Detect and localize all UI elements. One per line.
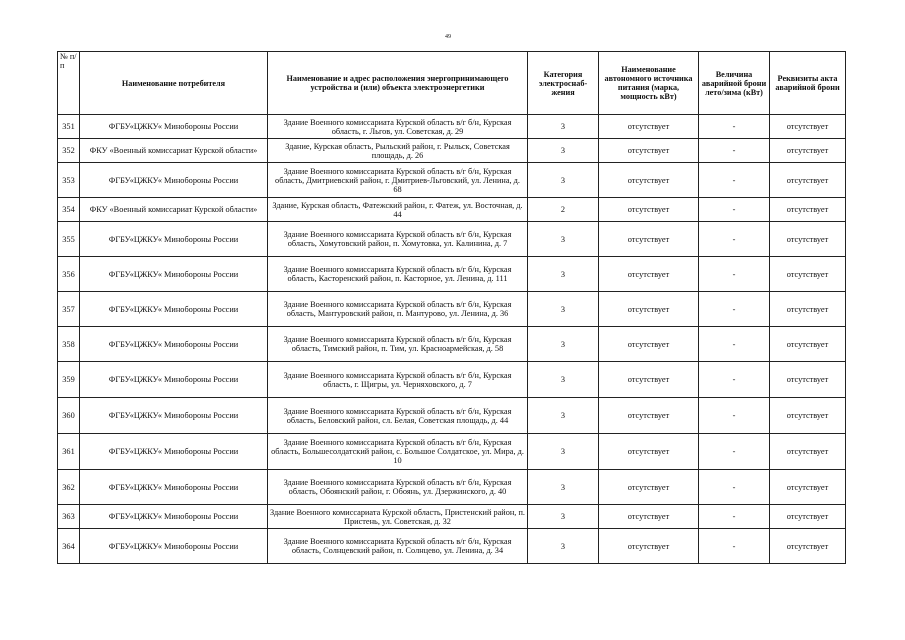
table-row	[58, 257, 846, 292]
act-requisites: отсутствует	[770, 398, 846, 434]
header-source: Наименование автономного источника питания (марка, мощность кВт)	[599, 52, 699, 115]
object-address: Здание, Курская область, Рыльский район, г. Рыльск, Советская площадь, д. 26	[268, 139, 528, 163]
supply-category: 3	[528, 163, 599, 198]
supply-category: 3	[528, 529, 599, 564]
supply-category: 3	[528, 434, 599, 470]
autonomous-source: отсутствует	[599, 292, 699, 327]
consumer-name: ФГБУ«ЦЖКУ« Минобороны России	[80, 115, 268, 139]
consumer-name: ФГБУ«ЦЖКУ« Минобороны России	[80, 292, 268, 327]
supply-category: 3	[528, 398, 599, 434]
supply-category: 3	[528, 470, 599, 505]
object-address: Здание Военного комиссариата Курской область в/г б/н, Курская область, Касторенский район, п. Касторное, ул. Ленина, д. 111	[268, 257, 528, 292]
object-address: Здание Военного комиссариата Курской область, Пристенский район, п. Пристень, ул. Советская, д. 32	[268, 505, 528, 529]
reserve-value: -	[699, 163, 770, 198]
object-address: Здание, Курская область, Фатежский район, г. Фатеж, ул. Восточная, д. 44	[268, 198, 528, 222]
table-row	[58, 434, 846, 470]
autonomous-source: отсутствует	[599, 470, 699, 505]
object-address: Здание Военного комиссариата Курской область в/г б/н, Курская область, г. Льгов, ул. Советская, д. 29	[268, 115, 528, 139]
act-requisites: отсутствует	[770, 529, 846, 564]
emergency-reserve-table	[57, 51, 846, 564]
row-number: 363	[58, 505, 80, 529]
act-requisites: отсутствует	[770, 198, 846, 222]
object-address: Здание Военного комиссариата Курской область в/г б/н, Курская область, Хомутовский район, п. Хомутовка, ул. Калинина, д. 7	[268, 222, 528, 257]
consumer-name: ФГБУ«ЦЖКУ« Минобороны России	[80, 163, 268, 198]
row-number: 358	[58, 327, 80, 362]
table-row	[58, 163, 846, 198]
reserve-value: -	[699, 529, 770, 564]
supply-category: 3	[528, 257, 599, 292]
row-number: 352	[58, 139, 80, 163]
row-number: 353	[58, 163, 80, 198]
table-row	[58, 470, 846, 505]
page-number: 49	[445, 34, 451, 40]
act-requisites: отсутствует	[770, 163, 846, 198]
object-address: Здание Военного комиссариата Курской область в/г б/н, Курская область, г. Щигры, ул. Черняховского, д. 7	[268, 362, 528, 398]
row-number: 356	[58, 257, 80, 292]
table-header-row	[58, 52, 846, 115]
row-number: 361	[58, 434, 80, 470]
header-address: Наименование и адрес расположения энергопринимающего устройства и (или) объекта электроэнергетики	[268, 52, 528, 115]
act-requisites: отсутствует	[770, 362, 846, 398]
reserve-value: -	[699, 222, 770, 257]
table-row	[58, 505, 846, 529]
table-row	[58, 529, 846, 564]
reserve-value: -	[699, 327, 770, 362]
reserve-value: -	[699, 505, 770, 529]
reserve-value: -	[699, 398, 770, 434]
autonomous-source: отсутствует	[599, 398, 699, 434]
header-reserve: Величина аварийной брони лето/зима (кВт)	[699, 52, 770, 115]
reserve-value: -	[699, 198, 770, 222]
autonomous-source: отсутствует	[599, 115, 699, 139]
consumer-name: ФГБУ«ЦЖКУ« Минобороны России	[80, 398, 268, 434]
act-requisites: отсутствует	[770, 257, 846, 292]
act-requisites: отсутствует	[770, 222, 846, 257]
row-number: 357	[58, 292, 80, 327]
reserve-value: -	[699, 115, 770, 139]
autonomous-source: отсутствует	[599, 222, 699, 257]
object-address: Здание Военного комиссариата Курской область в/г б/н, Курская область, Большесолдатский район, с. Большое Солдатское, ул. Мира, д. 10	[268, 434, 528, 470]
autonomous-source: отсутствует	[599, 163, 699, 198]
consumer-name: ФКУ «Военный комиссариат Курской области»	[80, 139, 268, 163]
consumer-name: ФГБУ«ЦЖКУ« Минобороны России	[80, 362, 268, 398]
consumer-name: ФГБУ«ЦЖКУ« Минобороны России	[80, 327, 268, 362]
autonomous-source: отсутствует	[599, 505, 699, 529]
consumer-name: ФГБУ«ЦЖКУ« Минобороны России	[80, 222, 268, 257]
row-number: 359	[58, 362, 80, 398]
act-requisites: отсутствует	[770, 434, 846, 470]
reserve-value: -	[699, 257, 770, 292]
reserve-value: -	[699, 470, 770, 505]
row-number: 364	[58, 529, 80, 564]
row-number: 351	[58, 115, 80, 139]
supply-category: 2	[528, 198, 599, 222]
reserve-value: -	[699, 434, 770, 470]
object-address: Здание Военного комиссариата Курской область в/г б/н, Курская область, Беловский район, сл. Белая, Советская площадь, д. 44	[268, 398, 528, 434]
supply-category: 3	[528, 115, 599, 139]
object-address: Здание Военного комиссариата Курской область в/г б/н, Курская область, Тимский район, п. Тим, ул. Красноармейская, д. 58	[268, 327, 528, 362]
table-row	[58, 198, 846, 222]
table-row	[58, 327, 846, 362]
object-address: Здание Военного комиссариата Курской область в/г б/н, Курская область, Солнцевский район, п. Солнцево, ул. Ленина, д. 34	[268, 529, 528, 564]
row-number: 360	[58, 398, 80, 434]
consumer-name: ФГБУ«ЦЖКУ« Минобороны России	[80, 529, 268, 564]
table-row	[58, 362, 846, 398]
reserve-value: -	[699, 292, 770, 327]
consumer-name: ФГБУ«ЦЖКУ« Минобороны России	[80, 434, 268, 470]
act-requisites: отсутствует	[770, 139, 846, 163]
table-row	[58, 398, 846, 434]
table-row	[58, 115, 846, 139]
autonomous-source: отсутствует	[599, 327, 699, 362]
autonomous-source: отсутствует	[599, 529, 699, 564]
autonomous-source: отсутствует	[599, 198, 699, 222]
table-row	[58, 292, 846, 327]
header-category: Категория электроснаб-жения	[528, 52, 599, 115]
supply-category: 3	[528, 292, 599, 327]
table-row	[58, 222, 846, 257]
row-number: 362	[58, 470, 80, 505]
object-address: Здание Военного комиссариата Курской область в/г б/н, Курская область, Дмитриевский район, г. Дмитриев-Льговский, ул. Ленина, д. 68	[268, 163, 528, 198]
act-requisites: отсутствует	[770, 115, 846, 139]
reserve-value: -	[699, 139, 770, 163]
supply-category: 3	[528, 505, 599, 529]
row-number: 355	[58, 222, 80, 257]
header-requisites: Реквизиты акта аварийной брони	[770, 52, 846, 115]
header-consumer: Наименование потребителя	[80, 52, 268, 115]
supply-category: 3	[528, 362, 599, 398]
reserve-value: -	[699, 362, 770, 398]
act-requisites: отсутствует	[770, 292, 846, 327]
table-row	[58, 139, 846, 163]
act-requisites: отсутствует	[770, 470, 846, 505]
header-num: № п/п	[58, 52, 80, 115]
consumer-name: ФГБУ«ЦЖКУ« Минобороны России	[80, 470, 268, 505]
object-address: Здание Военного комиссариата Курской область в/г б/н, Курская область, Мантуровский район, п. Мантурово, ул. Ленина, д. 36	[268, 292, 528, 327]
consumer-name: ФГБУ«ЦЖКУ« Минобороны России	[80, 505, 268, 529]
row-number: 354	[58, 198, 80, 222]
autonomous-source: отсутствует	[599, 434, 699, 470]
consumer-name: ФКУ «Военный комиссариат Курской области»	[80, 198, 268, 222]
autonomous-source: отсутствует	[599, 139, 699, 163]
supply-category: 3	[528, 327, 599, 362]
act-requisites: отсутствует	[770, 505, 846, 529]
autonomous-source: отсутствует	[599, 257, 699, 292]
table-body	[58, 115, 846, 564]
autonomous-source: отсутствует	[599, 362, 699, 398]
supply-category: 3	[528, 139, 599, 163]
supply-category: 3	[528, 222, 599, 257]
consumer-name: ФГБУ«ЦЖКУ« Минобороны России	[80, 257, 268, 292]
object-address: Здание Военного комиссариата Курской область в/г б/н, Курская область, Обоянский район, г. Обоянь, ул. Дзержинского, д. 40	[268, 470, 528, 505]
act-requisites: отсутствует	[770, 327, 846, 362]
